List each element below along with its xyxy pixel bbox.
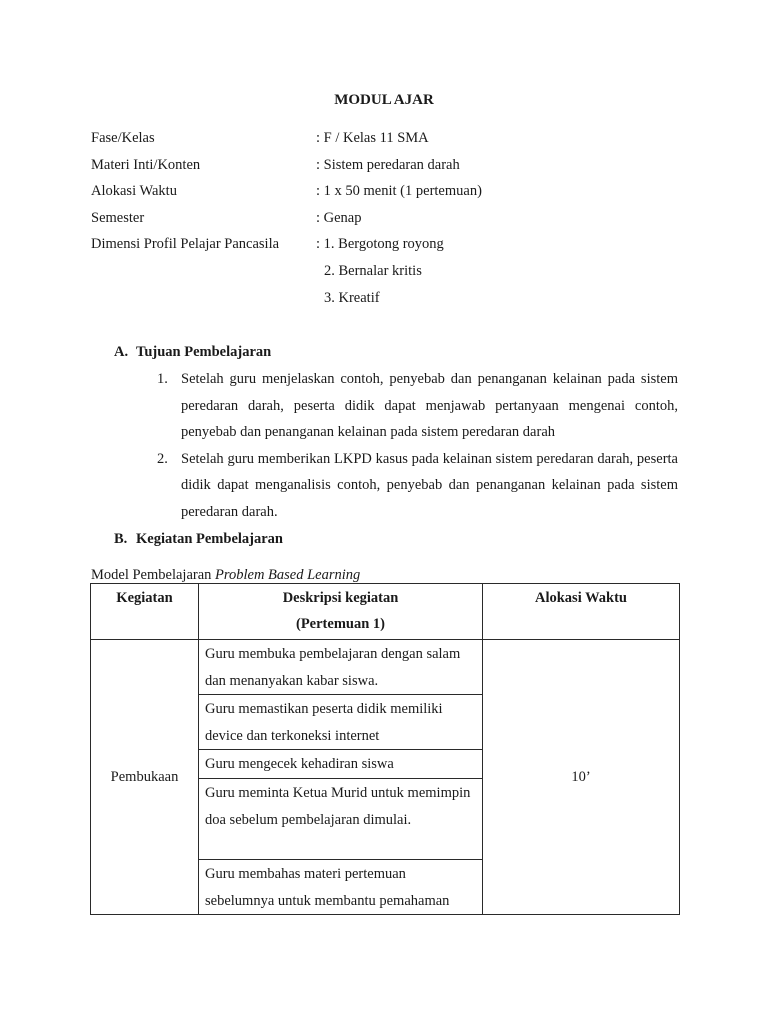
section-title: Tujuan Pembelajaran [136,344,272,360]
info-value: : Sistem peredaran darah [316,157,460,173]
info-value: : Genap [316,210,362,226]
info-value: : 1. Bergotong royong [316,236,444,252]
info-value: : F / Kelas 11 SMA [316,130,429,146]
table-row [91,640,680,695]
description-text: Guru membahas materi pertemuan sebelumnya untuk membantu pemahaman [205,865,450,909]
phase-label: Pembukaan [110,768,179,785]
description-cell [199,750,483,779]
section-title: Kegiatan Pembelajaran [136,531,283,547]
table-header-row [91,584,680,640]
info-value-continued: 2. Bernalar kritis [324,263,422,279]
list-number: 2. [157,450,168,467]
model-prefix: Model Pembelajaran [91,567,216,583]
description-cell [199,778,483,859]
activities-table [90,583,680,915]
description-cell [199,640,483,695]
time-cell [483,640,680,915]
header-text: Kegiatan [116,590,173,606]
header-kegiatan [91,584,199,640]
info-value-continued: 3. Kreatif [324,290,380,306]
model-line [91,565,360,585]
header-deskripsi [199,584,483,640]
info-label: Materi Inti/Konten [91,157,201,173]
document-title: MODUL AJAR [334,92,434,108]
info-label: Semester [91,210,145,226]
header-text: Alokasi Waktu [534,590,627,606]
list-item [157,366,678,446]
header-alokasi [483,584,680,640]
list-text: Setelah guru memberikan LKPD kasus pada kelainan sistem peredaran darah, peserta didik dapat menganalisis contoh, penyebab dan penanganan kelainan pada sistem peredaran darah. [181,450,678,520]
description-cell [199,859,483,914]
time-value: 10’ [571,768,591,785]
description-text: Guru membuka pembelajaran dengan salam dan menanyakan kabar siswa. [205,646,461,689]
description-text: Guru mengecek kehadiran siswa [205,756,394,773]
list-item [157,446,678,526]
section-letter: A. [114,344,129,360]
info-label: Fase/Kelas [91,130,155,146]
model-name: Problem Based Learning [215,567,361,583]
description-text: Guru memastikan peserta didik memiliki device dan terkoneksi internet [205,701,443,744]
list-text: Setelah guru menjelaskan contoh, penyebab dan penanganan kelainan pada sistem peredaran darah, peserta didik dapat menjawab pertanyaan mengenai contoh, penyebab dan penanganan kelainan pada sistem peredaran darah [181,371,678,441]
info-value: : 1 x 50 menit (1 pertemuan) [316,183,482,199]
list-number: 1. [157,371,168,387]
section-heading-tujuan [114,342,271,362]
header-subtext: (Pertemuan 1) [296,616,385,632]
info-label: Dimensi Profil Pelajar Pancasila [91,236,280,252]
objectives-list [157,366,678,526]
section-letter: B. [114,531,128,547]
info-label: Alokasi Waktu [91,183,177,199]
header-text: Deskripsi kegiatan [282,590,399,606]
description-text: Guru meminta Ketua Murid untuk memimpin doa sebelum pembelajaran dimulai. [205,784,471,828]
phase-cell [91,640,199,915]
section-heading-kegiatan [114,529,283,549]
description-cell [199,695,483,750]
